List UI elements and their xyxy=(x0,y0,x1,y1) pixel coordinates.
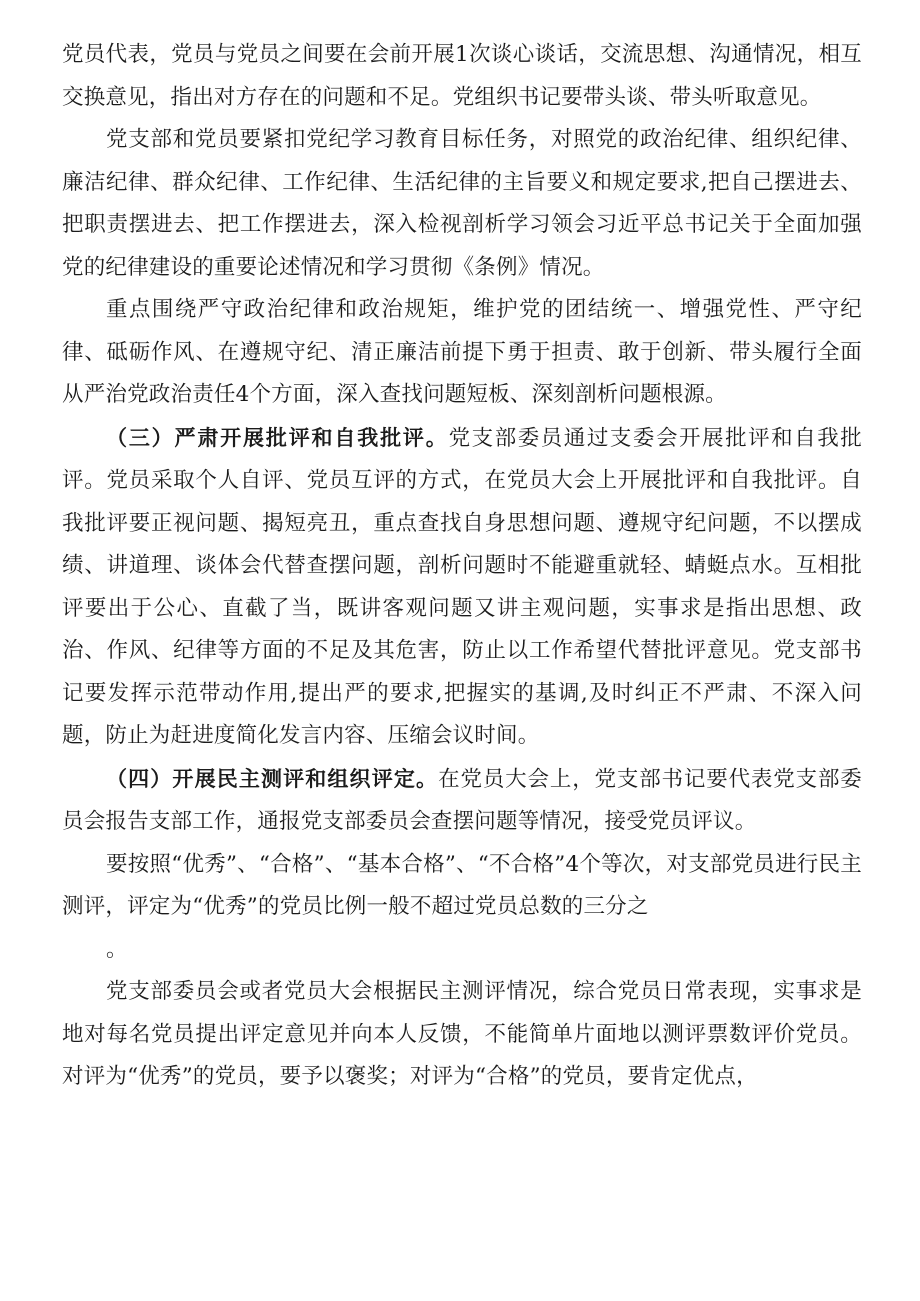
paragraph-continuation xyxy=(62,929,862,972)
paragraph-text: 党支部委员通过支委会开展批评和自我批评。党员采取个人自评、党员互评的方式，在党员大会上开展批评和自我批评。自我批评要正视问题、揭短亮丑，重点查找自身思想问题、遵规守纪问题，不以摆成绩、讲道理、谈体会代替查摆问题，剖析问题时不能避重就轻、蜻蜓点水。互相批评要出于公心、直截了当，既讲客观问题又讲主观问题，实事求是指出思想、政治、作风、纪律等方面的不足及其危害，防止以工作希望代替批评意见。党支部书记要发挥示范带动作用,提出严的要求,把握实的基调,及时纠正不严肃、不深入问题，防止为赶进度简化发言内容、压缩会议时间。 xyxy=(62,425,862,748)
paragraph-section-three xyxy=(62,417,862,758)
paragraph-section-four xyxy=(62,758,862,844)
paragraph xyxy=(62,119,862,289)
paragraph xyxy=(62,289,862,417)
section-heading-four: （四）开展民主测评和组织评定。 xyxy=(106,766,439,791)
paragraph-text: 党员代表，党员与党员之间要在会前开展1次谈心谈话，交流思想、沟通情况，相互交换意见，指出对方存在的问题和不足。党组织书记要带头谈、带头听取意见。 xyxy=(62,42,862,110)
paragraph xyxy=(62,34,862,119)
paragraph-text: 重点围绕严守政治纪律和政治规矩，维护党的团结统一、增强党性、严守纪律、砥砺作风、在遵规守纪、清正廉洁前提下勇于担责、敢于创新、带头履行全面从严治党政治责任4个方面，深入查找问题短板、深刻剖析问题根源。 xyxy=(62,297,862,407)
paragraph xyxy=(62,844,862,929)
paragraph-text: 党支部和党员要紧扣党纪学习教育目标任务，对照党的政治纪律、组织纪律、廉洁纪律、群众纪律、工作纪律、生活纪律的主旨要义和规定要求,把自己摆进去、把职责摆进去、把工作摆进去，深入检视剖析学习领会习近平总书记关于全面加强党的纪律建设的重要论述情况和学习贯彻《条例》情况。 xyxy=(62,127,862,280)
document-text-body xyxy=(62,34,862,1099)
paragraph-text: 要按照“优秀”、“合格”、“基本合格”、“不合格”4个等次，对支部党员进行民主测评，评定为“优秀”的党员比例一般不超过党员总数的三分之 xyxy=(62,851,862,919)
paragraph-text: 党支部委员会或者党员大会根据民主测评情况，综合党员日常表现，实事求是地对每名党员提出评定意见并向本人反馈，不能简单片面地以测评票数评价党员。对评为“优秀”的党员，要予以褒奖；对评为“合格”的党员，要肯定优点， xyxy=(62,979,862,1089)
section-heading-three: （三）严肃开展批评和自我批评。 xyxy=(106,425,449,450)
paragraph xyxy=(62,971,862,1099)
paragraph-text: 在党员大会上，党支部书记要代表党支部委员会报告支部工作，通报党支部委员会查摆问题等情况，接受党员评议。 xyxy=(62,766,862,834)
paragraph-text: 。 xyxy=(106,936,128,962)
